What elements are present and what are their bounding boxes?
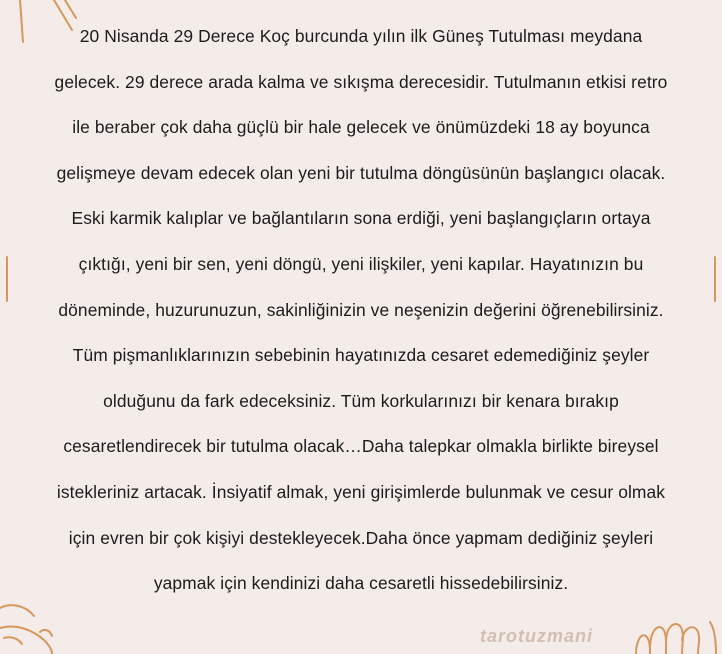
text-line: Tüm pişmanlıklarınızın sebebinin hayatınızda cesaret edemediğiniz şeyler [72, 345, 650, 366]
text-line: için evren bir çok kişiyi destekleyecek.Daha önce yapmam dediğiniz şeyleri [68, 527, 654, 548]
text-line: çıktığı, yeni bir sen, yeni döngü, yeni ilişkiler, yeni kapılar. Hayatınızın bu [78, 253, 644, 274]
text-line: yapmak için kendinizi daha cesaretli hissedebilirsiniz. [153, 573, 569, 594]
text-line: döneminde, huzurunuzun, sakinliğinizin ve neşenizin değerini öğrenebilirsiniz. [58, 299, 664, 320]
hand-doodle-icon [632, 610, 722, 654]
watermark: tarotuzmani [480, 626, 594, 646]
text-line: gelişmeye devam edecek olan yeni bir tutulma döngüsünün başlangıcı olacak. [56, 162, 666, 183]
text-line: istekleriniz artacak. İnsiyatif almak, yeni girişimlerde bulunmak ve cesur olmak [56, 481, 666, 502]
text-line: Eski karmik kalıplar ve bağlantıların sona erdiği, yeni başlangıçların ortaya [71, 208, 651, 229]
text-line: ile beraber çok daha güçlü bir hale gelecek ve önümüzdeki 18 ay boyunca [72, 117, 650, 138]
text-line: gelecek. 29 derece arada kalma ve sıkışma derecesidir. Tutulmanın etkisi retro [54, 71, 668, 92]
text-line: 20 Nisanda 29 Derece Koç burcunda yılın ilk Güneş Tutulması meydana [79, 26, 643, 46]
text-line: olduğunu da fark edeceksiniz. Tüm korkularınızı bir kenara bırakıp [103, 390, 619, 411]
text-line: cesaretlendirecek bir tutulma olacak…Daha talepkar olmakla birlikte bireysel [63, 436, 659, 457]
article-text [0, 14, 722, 607]
